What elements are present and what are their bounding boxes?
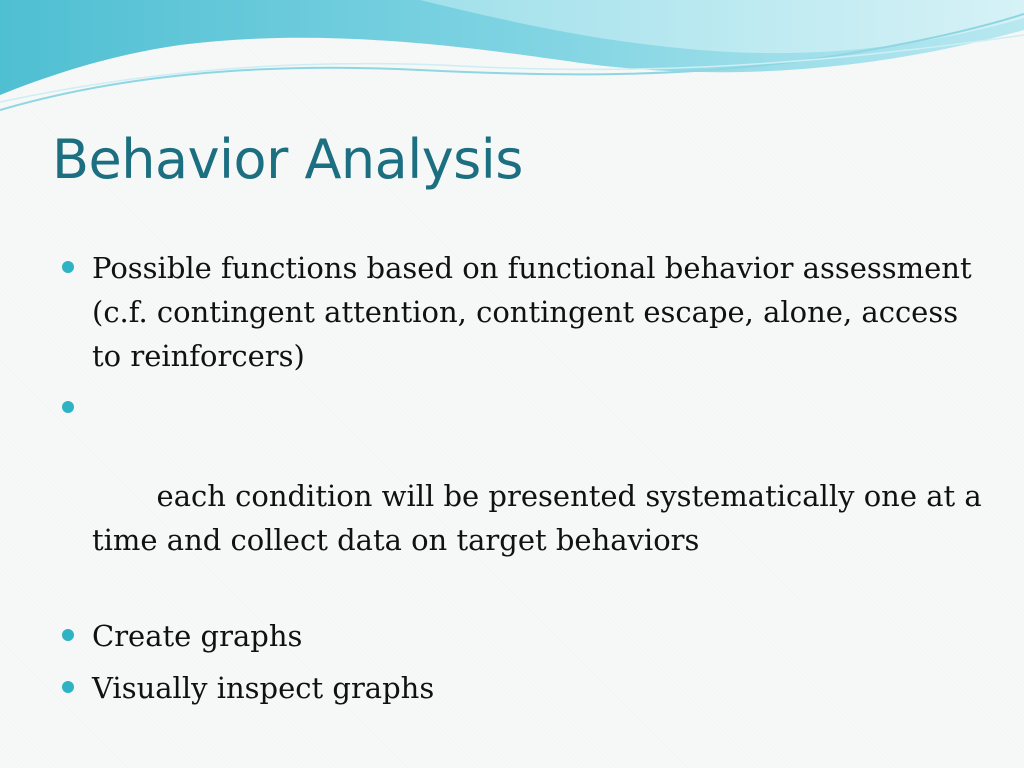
bullet-text: Possible functions based on functional behavior assessment (c.f. contingent attention, contingent escape, alone, access to reinforcers)	[92, 251, 972, 373]
bullet-item	[62, 246, 982, 378]
bullet-dot-icon	[62, 629, 74, 641]
bullet-text: each condition will be presented systematically one at a time and collect data on target behaviors	[92, 479, 991, 557]
bullet-dot-icon	[62, 681, 74, 693]
wave-header-decoration	[0, 0, 1024, 130]
bullet-text: Create graphs	[92, 619, 303, 653]
bullet-dot-icon	[62, 401, 74, 413]
bullet-item	[62, 386, 991, 606]
bullet-dot-icon	[62, 261, 74, 273]
bullet-list	[62, 246, 991, 718]
slide-title: Behavior Analysis	[52, 128, 523, 191]
bullet-item	[62, 666, 982, 710]
bullet-item	[62, 614, 982, 658]
bullet-text: Visually inspect graphs	[92, 671, 435, 705]
